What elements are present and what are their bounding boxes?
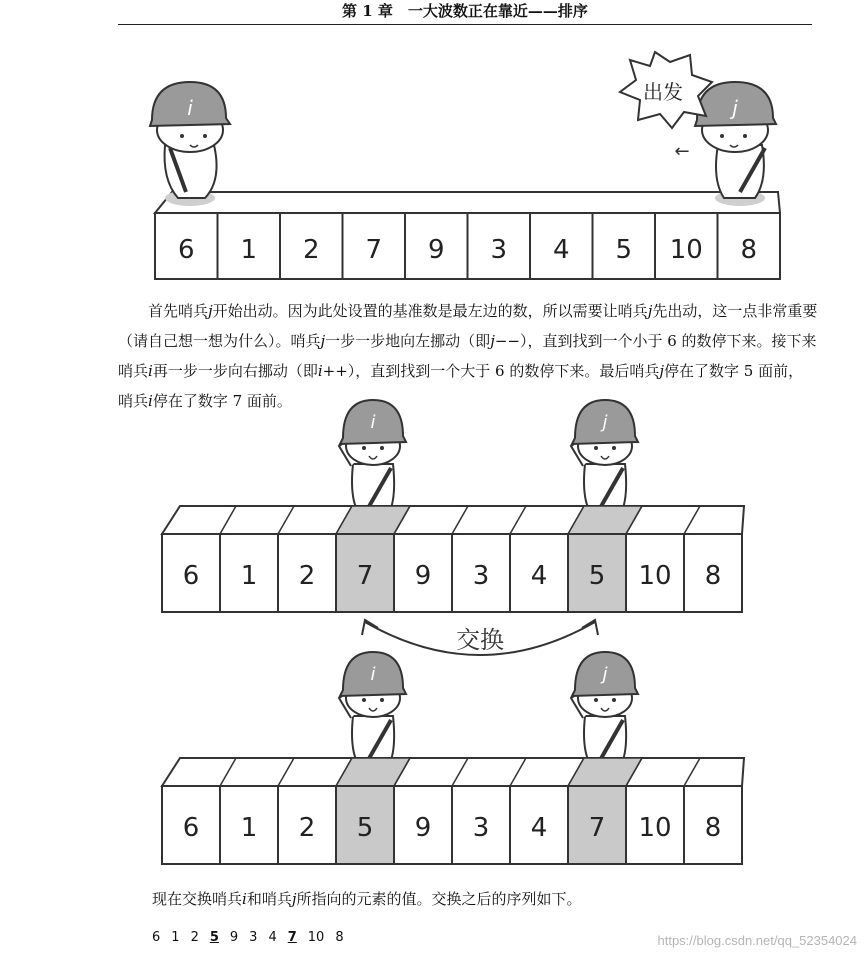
sequence-item: 6 xyxy=(152,930,161,945)
chapter-title: 第 1 章 一大波数正在靠近——排序 xyxy=(342,2,588,20)
cell-value: 5 xyxy=(615,235,633,265)
sentry-label: j xyxy=(602,412,608,433)
sentry-eye xyxy=(380,446,384,450)
sentry-label-i: i xyxy=(187,96,193,120)
sentry-eye xyxy=(380,698,384,702)
cell-value: 1 xyxy=(240,235,258,265)
cell-value: 3 xyxy=(490,235,508,265)
sequence-item: 4 xyxy=(268,930,277,945)
cell-value: 8 xyxy=(740,235,758,265)
paragraph-2: 现在交换哨兵i和哨兵j所指向的元素的值。交换之后的序列如下。 xyxy=(152,890,582,908)
left-arrow-icon: ← xyxy=(674,141,690,162)
cell-value: 2 xyxy=(298,561,316,591)
cell-value: 5 xyxy=(356,813,374,843)
row-top-face xyxy=(162,758,744,786)
sentry-eye xyxy=(612,698,616,702)
row-top-face xyxy=(162,506,744,534)
cell-value: 10 xyxy=(638,561,672,591)
cell-value: 6 xyxy=(182,813,200,843)
swap-label: 交换 xyxy=(456,626,504,654)
watermark: https://blog.csdn.net/qq_52354024 xyxy=(657,933,857,948)
cell-value: 7 xyxy=(365,235,383,265)
cell-value: 1 xyxy=(240,813,258,843)
sentry-eye xyxy=(594,446,598,450)
sentry-label-j: j xyxy=(732,96,738,120)
sentry-i-figure xyxy=(339,400,406,522)
sentry-label: i xyxy=(370,412,376,433)
paragraph-1: 首先哨兵j开始出动。因为此处设置的基准数是最左边的数，所以需要让哨兵j先出动，这一点非常重要（请自己想一想为什么）。哨兵j一步一步地向左挪动（即j−−），直到找到一个小于 6 的数停下来。接下来哨兵i再一步一步向右挪动（即i++），直到找到一个大于 6 的数停下来。最后哨兵j停在了数字 5 面前，哨兵i停在了数字 7 面前。 xyxy=(118,302,818,410)
sequence-item: 2 xyxy=(190,930,199,945)
cell-value: 6 xyxy=(177,235,195,265)
sentry-label: j xyxy=(602,664,608,685)
arrow-left-head-icon xyxy=(362,620,378,635)
sentry-j-figure xyxy=(571,400,638,522)
cell-value: 6 xyxy=(182,561,200,591)
cell-value: 10 xyxy=(669,235,703,265)
sequence-item: 3 xyxy=(249,930,258,945)
arrow-right-head-icon xyxy=(582,620,598,635)
cell-value: 7 xyxy=(356,561,374,591)
cell-value: 10 xyxy=(638,813,672,843)
sequence-item: 5 xyxy=(209,930,219,945)
cell-value: 4 xyxy=(530,561,548,591)
sentry-label: i xyxy=(370,664,376,685)
cell-value: 2 xyxy=(298,813,316,843)
cell-value: 8 xyxy=(704,561,722,591)
sentry-eye xyxy=(362,446,366,450)
sequence-item: 8 xyxy=(335,930,344,945)
figure-before-swap xyxy=(0,412,865,670)
sequence-item: 9 xyxy=(229,930,239,945)
sequence-item: 7 xyxy=(287,930,297,945)
sentry-eye xyxy=(594,698,598,702)
sentry-i-figure xyxy=(150,82,230,206)
cell-value: 9 xyxy=(427,235,445,265)
bubble-text: 出发 xyxy=(643,80,683,104)
cell-value: 2 xyxy=(302,235,320,265)
sequence-item: 10 xyxy=(307,930,325,945)
cell-value: 3 xyxy=(472,561,490,591)
cell-value: 5 xyxy=(588,561,606,591)
cell-value: 7 xyxy=(588,813,606,843)
cell-value: 8 xyxy=(704,813,722,843)
row-top-face xyxy=(155,192,780,213)
result-sequence xyxy=(152,930,355,945)
sentry-eye xyxy=(612,446,616,450)
figure-after-swap xyxy=(0,664,865,872)
sentry-j-figure xyxy=(571,652,638,774)
sequence-item: 1 xyxy=(171,930,180,945)
cell-value: 9 xyxy=(414,561,432,591)
cell-value: 4 xyxy=(552,235,570,265)
sentry-eye xyxy=(362,698,366,702)
cell-value: 3 xyxy=(472,813,490,843)
figure-sentries-start xyxy=(0,0,865,290)
sentry-i-figure xyxy=(339,652,406,774)
cell-value: 4 xyxy=(530,813,548,843)
cell-value: 1 xyxy=(240,561,258,591)
sentry-j-figure xyxy=(695,82,776,206)
cell-value: 9 xyxy=(414,813,432,843)
